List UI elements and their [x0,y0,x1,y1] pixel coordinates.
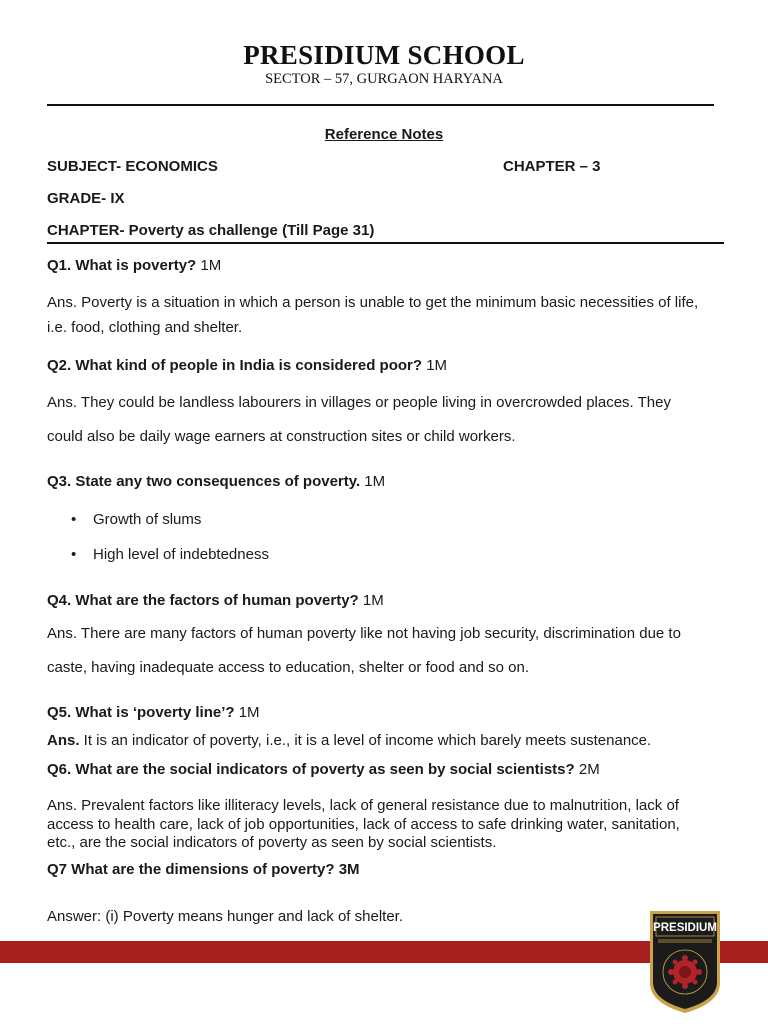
bullet-2-dot: • [71,546,77,563]
question-2-marks: 1M [422,357,448,374]
question-2-text: Q2. What kind of people in India is considered poor? [47,357,423,374]
answer-6-line-1: Ans. Prevalent factors like illiteracy levels, lack of general resistance due to malnutrition, lack of [47,797,679,814]
question-5 [47,704,260,721]
answer-5 [47,732,651,749]
subject-label: SUBJECT- ECONOMICS [47,158,218,175]
question-4 [47,592,384,609]
question-1-marks: 1M [196,257,222,274]
grade-label: GRADE- IX [47,190,125,207]
question-4-text: Q4. What are the factors of human poverty? [47,592,359,609]
answer-1-line-1: Ans. Poverty is a situation in which a person is unable to get the minimum basic necessities of life, [47,294,699,311]
answer-5-prefix: Ans. [47,732,80,749]
answer-2-line-1: Ans. They could be landless labourers in villages or people living in overcrowded places. They [47,394,671,411]
crest-shield-icon [646,909,724,1015]
question-5-text: Q5. What is ‘poverty line’? [47,704,235,721]
answer-4-line-2: caste, having inadequate access to education, shelter or food and so on. [47,659,529,676]
question-5-marks: 1M [234,704,260,721]
chapter-title: CHAPTER- Poverty as challenge (Till Page 31) [47,222,375,239]
answer-1-line-2: i.e. food, clothing and shelter. [47,319,243,336]
question-1 [47,257,221,274]
answer-7-line-1: Answer: (i) Poverty means hunger and lack of shelter. [47,908,404,925]
section-divider [47,242,724,244]
answer-2-line-2: could also be daily wage earners at construction sites or child workers. [47,428,516,445]
bullet-1-text: Growth of slums [93,511,202,528]
question-6-text: Q6. What are the social indicators of poverty as seen by social scientists? [47,761,575,778]
question-3 [47,473,385,490]
question-1-text: Q1. What is poverty? [47,257,197,274]
bullet-1-dot: • [71,511,77,528]
chapter-number: CHAPTER – 3 [503,158,601,175]
bullet-2-text: High level of indebtedness [93,546,269,563]
question-2 [47,357,447,374]
answer-6-line-2: access to health care, lack of job opportunities, lack of access to safe drinking water, sanitation, [47,816,680,833]
school-name: PRESIDIUM SCHOOL [243,40,525,70]
question-4-marks: 1M [358,592,384,609]
header-divider [47,104,714,106]
crest-logo-text: PRESIDIUM [653,922,717,934]
answer-5-text: It is an indicator of poverty, i.e., it is a level of income which barely meets sustenance. [79,732,652,749]
question-6 [47,761,600,778]
document-title: Reference Notes [324,126,444,143]
question-6-marks: 2M [574,761,600,778]
question-3-text: Q3. State any two consequences of poverty. [47,473,361,490]
answer-4-line-1: Ans. There are many factors of human poverty like not having job security, discrimination due to [47,625,681,642]
answer-6-line-3: etc., are the social indicators of poverty as seen by social scientists. [47,834,497,851]
question-3-marks: 1M [360,473,386,490]
school-address: SECTOR – 57, GURGAON HARYANA [265,71,503,87]
question-7: Q7 What are the dimensions of poverty? 3M [47,861,360,878]
school-crest-logo [646,909,724,1015]
